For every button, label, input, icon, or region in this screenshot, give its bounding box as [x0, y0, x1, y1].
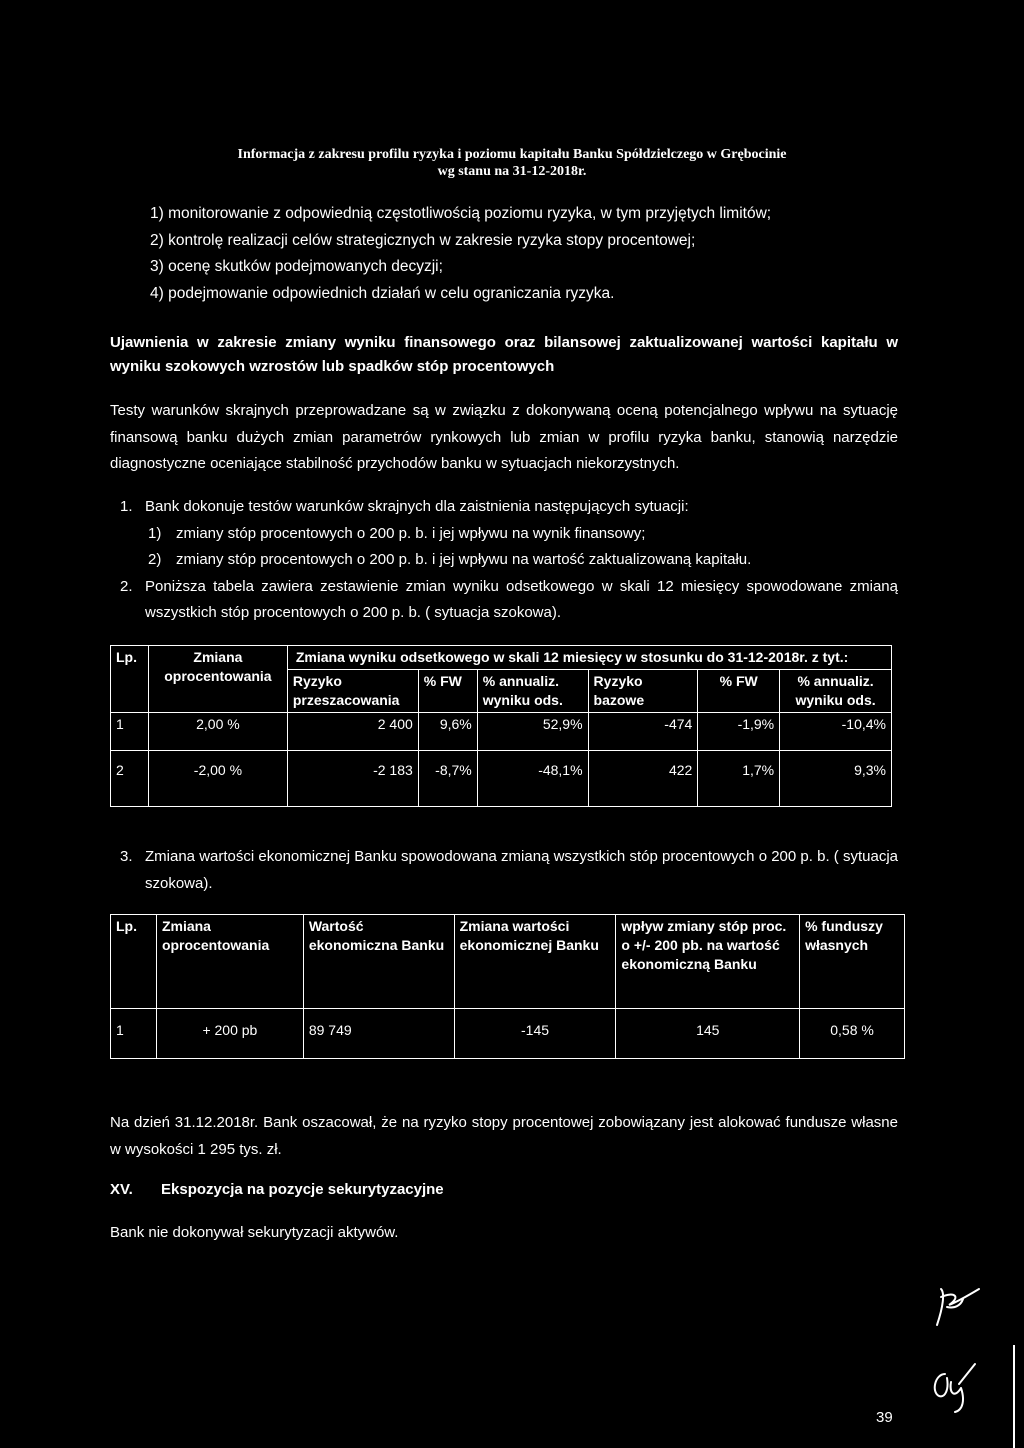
- cell: -2,00 %: [148, 751, 287, 807]
- sub-number: 2): [148, 551, 162, 568]
- header-cell: Wartość ekonomiczna Banku: [303, 915, 454, 1009]
- point-text: Bank dokonuje testów warunków skrajnych dla zaistnienia następujących sytuacji:: [145, 498, 689, 515]
- cell: -474: [588, 713, 698, 751]
- header-lp: Lp.: [111, 646, 149, 713]
- header-group: Zmiana wyniku odsetkowego w skali 12 miesięcy w stosunku do 31-12-2018r. z tyt.:: [287, 646, 891, 670]
- sub-text: zmiany stóp procentowych o 200 p. b. i jej wpływu na wynik finansowy;: [176, 524, 646, 542]
- cell: 2,00 %: [148, 713, 287, 751]
- subheader-cell: % annualiz. wyniku ods.: [477, 670, 588, 713]
- sub-number: 1): [148, 524, 162, 542]
- handwritten-initials-bottom: [925, 1360, 985, 1415]
- table-header-row: [111, 646, 892, 670]
- cell: 1: [111, 713, 149, 751]
- handwritten-initials-top: [925, 1285, 985, 1335]
- cell: 1,7%: [698, 751, 780, 807]
- monitoring-list: [150, 201, 771, 307]
- document-header-line2: wg stanu na 31-12-2018r.: [437, 164, 587, 179]
- cell: 52,9%: [477, 713, 588, 751]
- subheader-cell: % FW: [698, 670, 780, 713]
- table-header-row: [111, 915, 905, 1009]
- point-1-sub-2: [148, 547, 898, 574]
- table-row: [111, 713, 892, 751]
- cell: + 200 pb: [156, 1009, 303, 1059]
- cell: 89 749: [303, 1009, 454, 1059]
- cell: -48,1%: [477, 751, 588, 807]
- subheader-cell: Ryzyko przeszacowania: [287, 670, 418, 713]
- list-item: 3) ocenę skutków podejmowanych decyzji;: [150, 258, 443, 275]
- section-xv-text: Bank nie dokonywał sekurytyzacji aktywów.: [110, 1224, 399, 1241]
- header-zmiana: Zmiana oprocentowania: [148, 646, 287, 713]
- subheader-cell: Ryzyko bazowe: [588, 670, 698, 713]
- header-cell: % funduszy własnych: [800, 915, 905, 1009]
- cell: 9,3%: [780, 751, 892, 807]
- table-row: [111, 1009, 905, 1059]
- cell: 0,58 %: [800, 1009, 905, 1059]
- cell: 145: [616, 1009, 800, 1059]
- numbered-points: [120, 494, 898, 627]
- section-xv-number: XV.: [110, 1181, 133, 1198]
- cell: 1: [111, 1009, 157, 1059]
- cell: -1,9%: [698, 713, 780, 751]
- cell: -145: [454, 1009, 616, 1059]
- section-xv-title: Ekspozycja na pozycje sekurytyzacyjne: [161, 1181, 444, 1198]
- interest-income-table: [110, 645, 892, 807]
- point-number: 1.: [120, 498, 133, 515]
- closing-paragraph: Na dzień 31.12.2018r. Bank oszacował, że na ryzyko stopy procentowej zobowiązany jest alokować fundusze własne w wysokości 1 295 tys. zł.: [110, 1114, 898, 1158]
- point-2: [120, 574, 898, 627]
- cell: 422: [588, 751, 698, 807]
- intro-paragraph: Testy warunków skrajnych przeprowadzane są w związku z dokonywaną oceną potencjalnego wpływu na sytuację finansową banku dużych zmian parametrów rynkowych lub zmian w profilu ryzyka banku, stanowią narzędzie diagnostyczne oceniające stabilność przychodów banku w sytuacjach niekorzystnych.: [110, 402, 898, 472]
- subheader-cell: % FW: [418, 670, 477, 713]
- header-cell: wpływ zmiany stóp proc. o +/- 200 pb. na wartość ekonomiczną Banku: [616, 915, 800, 1009]
- section-heading: Ujawnienia w zakresie zmiany wyniku finansowego oraz bilansowej zaktualizowanej wartości kapitału w wyniku szokowych wzrostów lub spadków stóp procentowych: [110, 334, 898, 375]
- header-cell: Lp.: [111, 915, 157, 1009]
- cell: -2 183: [287, 751, 418, 807]
- point-text: Poniższa tabela zawiera zestawienie zmian wyniku odsetkowego w skali 12 miesięcy spowodowane zmianą wszystkich stóp procentowych o 200 p. b. ( sytuacja szokowa).: [145, 577, 898, 621]
- point-number: 2.: [120, 577, 133, 595]
- economic-value-table: [110, 914, 905, 1059]
- point-1-sub-1: [148, 521, 898, 548]
- subheader-cell: % annualiz. wyniku ods.: [780, 670, 892, 713]
- cell: 2 400: [287, 713, 418, 751]
- point-3: [120, 844, 898, 897]
- header-cell: Zmiana oprocentowania: [156, 915, 303, 1009]
- table-row: [111, 751, 892, 807]
- point-number: 3.: [120, 848, 133, 865]
- document-header-line1: Informacja z zakresu profilu ryzyka i poziomu kapitału Banku Spółdzielczego w Grębocinie: [237, 147, 787, 162]
- point-1: [120, 494, 898, 521]
- margin-line: [1013, 1345, 1015, 1448]
- list-item: 1) monitorowanie z odpowiednią częstotliwością poziomu ryzyka, w tym przyjętych limitów;: [150, 205, 772, 222]
- header-cell: Zmiana wartości ekonomicznej Banku: [454, 915, 616, 1009]
- cell: 2: [111, 751, 149, 807]
- list-item: 4) podejmowanie odpowiednich działań w celu ograniczania ryzyka.: [150, 284, 615, 302]
- cell: -10,4%: [780, 713, 892, 751]
- cell: 9,6%: [418, 713, 477, 751]
- list-item: 2) kontrolę realizacji celów strategicznych w zakresie ryzyka stopy procentowej;: [150, 231, 696, 249]
- page-number: 39: [876, 1409, 893, 1426]
- cell: -8,7%: [418, 751, 477, 807]
- point-text: Zmiana wartości ekonomicznej Banku spowodowana zmianą wszystkich stóp procentowych o 200 p. b. ( sytuacja szokowa).: [145, 848, 898, 892]
- sub-text: zmiany stóp procentowych o 200 p. b. i jej wpływu na wartość zaktualizowaną kapitału.: [176, 551, 752, 568]
